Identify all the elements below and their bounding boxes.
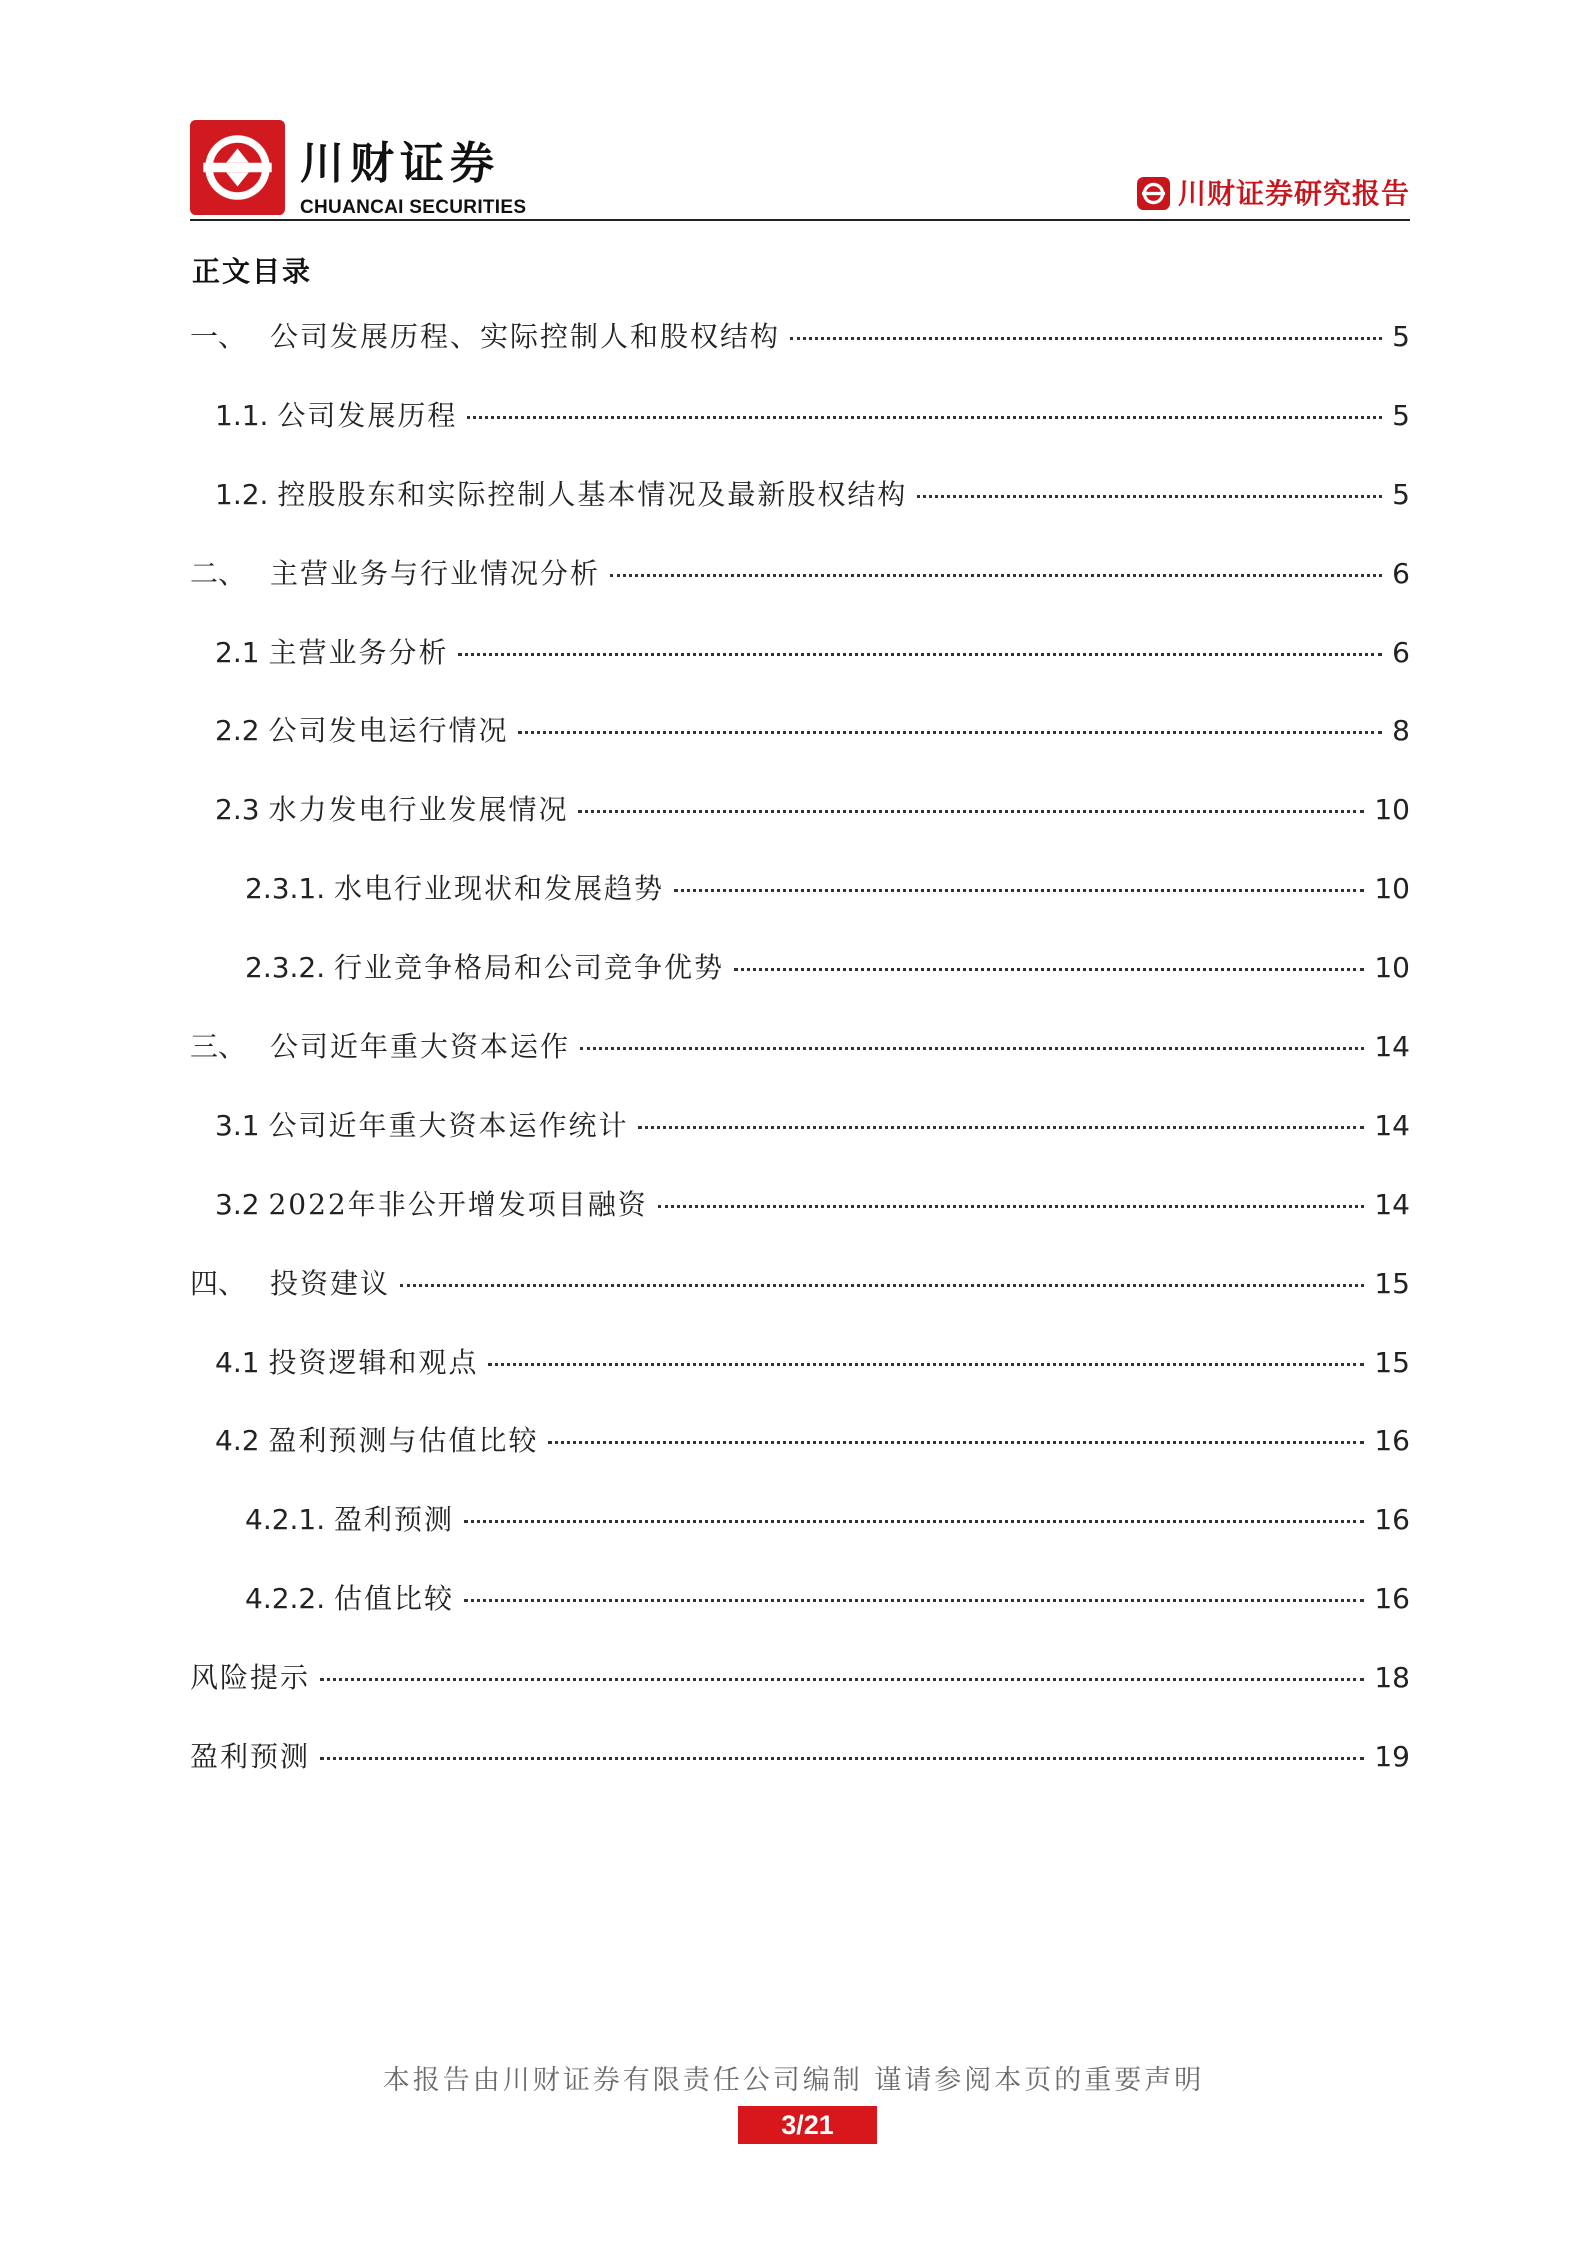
toc-entry[interactable] xyxy=(190,709,1410,788)
report-tag-label: 川财证券研究报告 xyxy=(1177,176,1410,210)
toc-entry-page: 8 xyxy=(1392,714,1410,748)
toc-entry-text: 水力发电行业发展情况 xyxy=(268,793,569,827)
toc-entry-page: 14 xyxy=(1374,1187,1410,1221)
toc-entry-number: 四、 xyxy=(190,1266,247,1300)
toc-entry-text: 估值比较 xyxy=(334,1582,455,1616)
toc-entry-text: 公司发展历程 xyxy=(277,398,458,432)
toc-dot-leader xyxy=(734,968,1364,971)
toc-entry-number: 2.1 xyxy=(215,635,269,669)
toc-entry-number: 3.2 xyxy=(215,1187,269,1221)
toc-entry-number: 4.2.1. xyxy=(245,1503,335,1537)
toc-entry[interactable] xyxy=(190,1262,1410,1341)
toc-entry-page: 5 xyxy=(1392,477,1410,511)
toc-dot-leader xyxy=(578,810,1364,813)
toc-entry-page: 6 xyxy=(1392,635,1410,669)
toc-entry-text: 主营业务分析 xyxy=(268,635,449,669)
toc-dot-leader xyxy=(488,1363,1364,1366)
toc-dot-leader xyxy=(320,1678,1364,1681)
toc-dot-leader xyxy=(610,574,1382,577)
toc-dot-leader xyxy=(400,1284,1364,1287)
toc-entry-text: 投资建议 xyxy=(270,1266,391,1300)
toc-entry-number: 2.2 xyxy=(215,714,269,748)
toc-entry-number: 三、 xyxy=(190,1030,247,1064)
toc-dot-leader xyxy=(320,1757,1364,1760)
toc-entry-page: 5 xyxy=(1392,320,1410,353)
toc-dot-leader xyxy=(458,653,1382,656)
toc-entry-number: 2.3.1. xyxy=(245,872,335,906)
toc-entry-text: 盈利预测 xyxy=(190,1740,311,1774)
brand-name-en: CHUANCAI SECURITIES xyxy=(300,197,527,218)
report-tag xyxy=(1137,177,1410,210)
toc-dot-leader xyxy=(674,889,1364,892)
toc-entry-text: 风险提示 xyxy=(190,1661,311,1695)
toc-entry-page: 18 xyxy=(1374,1661,1410,1695)
toc-entry[interactable] xyxy=(190,1419,1410,1498)
toc-entry-text: 盈利预测与估值比较 xyxy=(268,1424,539,1458)
toc-dot-leader xyxy=(917,495,1382,498)
toc-dot-leader xyxy=(658,1205,1365,1208)
toc-entry-page: 15 xyxy=(1374,1266,1410,1300)
toc-entry-number: 1.1. xyxy=(215,398,278,432)
toc-entry[interactable] xyxy=(190,1341,1410,1420)
table-of-contents xyxy=(190,315,1410,1814)
header-divider xyxy=(190,219,1410,221)
toc-entry-number: 4.1 xyxy=(215,1345,269,1379)
toc-entry-page: 16 xyxy=(1374,1503,1410,1537)
toc-dot-leader xyxy=(464,1599,1364,1602)
toc-entry-text: 主营业务与行业情况分析 xyxy=(270,556,601,590)
toc-entry[interactable] xyxy=(190,1025,1410,1104)
toc-entry[interactable] xyxy=(190,1577,1410,1656)
toc-entry-text: 行业竞争格局和公司竞争优势 xyxy=(334,951,725,985)
toc-entry-number: 一、 xyxy=(190,320,247,353)
toc-entry-text: 控股股东和实际控制人基本情况及最新股权结构 xyxy=(277,477,908,511)
toc-dot-leader xyxy=(638,1126,1364,1129)
toc-dot-leader xyxy=(790,337,1382,340)
toc-entry-page: 14 xyxy=(1374,1030,1410,1064)
toc-entry-page: 10 xyxy=(1374,793,1410,827)
toc-entry[interactable] xyxy=(190,867,1410,946)
toc-entry-number: 4.2 xyxy=(215,1424,269,1458)
toc-dot-leader xyxy=(548,1441,1364,1444)
toc-entry-page: 14 xyxy=(1374,1108,1410,1142)
toc-dot-leader xyxy=(518,731,1382,734)
toc-entry[interactable] xyxy=(190,631,1410,710)
toc-dot-leader xyxy=(464,1520,1364,1523)
toc-entry-page: 16 xyxy=(1374,1424,1410,1458)
toc-entry[interactable] xyxy=(190,473,1410,552)
toc-entry-text: 公司发展历程、实际控制人和股权结构 xyxy=(270,320,781,353)
toc-title: 正文目录 xyxy=(192,255,313,288)
toc-entry-text: 公司近年重大资本运作统计 xyxy=(268,1108,629,1142)
toc-entry-number: 4.2.2. xyxy=(245,1582,335,1616)
toc-entry-page: 15 xyxy=(1374,1345,1410,1379)
toc-entry[interactable] xyxy=(190,1104,1410,1183)
toc-entry-number: 二、 xyxy=(190,556,247,590)
toc-entry-number: 2.3 xyxy=(215,793,269,827)
toc-entry-number: 2.3.2. xyxy=(245,951,335,985)
toc-entry-text: 盈利预测 xyxy=(334,1503,455,1537)
toc-dot-leader xyxy=(467,416,1382,419)
toc-entry[interactable] xyxy=(190,394,1410,473)
toc-entry[interactable] xyxy=(190,946,1410,1025)
toc-entry-page: 5 xyxy=(1392,398,1410,432)
toc-entry[interactable] xyxy=(190,552,1410,631)
toc-entry-number: 3.1 xyxy=(215,1108,269,1142)
toc-entry[interactable] xyxy=(190,1183,1410,1262)
toc-entry[interactable] xyxy=(190,315,1410,394)
chuancai-small-logo-icon xyxy=(1137,177,1170,210)
toc-entry-page: 10 xyxy=(1374,951,1410,985)
toc-entry[interactable] xyxy=(190,1656,1410,1735)
toc-entry[interactable] xyxy=(190,788,1410,867)
toc-entry-text: 水电行业现状和发展趋势 xyxy=(334,872,665,906)
toc-entry-text: 投资逻辑和观点 xyxy=(268,1345,479,1379)
toc-entry-page: 16 xyxy=(1374,1582,1410,1616)
toc-entry[interactable] xyxy=(190,1498,1410,1577)
toc-entry[interactable] xyxy=(190,1735,1410,1814)
page-number-badge: 3/21 xyxy=(738,2106,877,2144)
brand-name-cn: 川财证券 xyxy=(300,138,500,189)
footer-disclaimer: 本报告由川财证券有限责任公司编制 谨请参阅本页的重要声明 xyxy=(382,2065,1205,2096)
toc-entry-text: 公司近年重大资本运作 xyxy=(270,1030,571,1064)
toc-dot-leader xyxy=(580,1047,1364,1050)
toc-entry-page: 10 xyxy=(1374,872,1410,906)
toc-entry-page: 6 xyxy=(1392,556,1410,590)
toc-entry-number: 1.2. xyxy=(215,477,278,511)
toc-entry-page: 19 xyxy=(1374,1740,1410,1774)
toc-entry-text: 公司发电运行情况 xyxy=(268,714,509,748)
toc-entry-text: 2022年非公开增发项目融资 xyxy=(268,1187,648,1221)
chuancai-logo-icon xyxy=(190,120,285,215)
